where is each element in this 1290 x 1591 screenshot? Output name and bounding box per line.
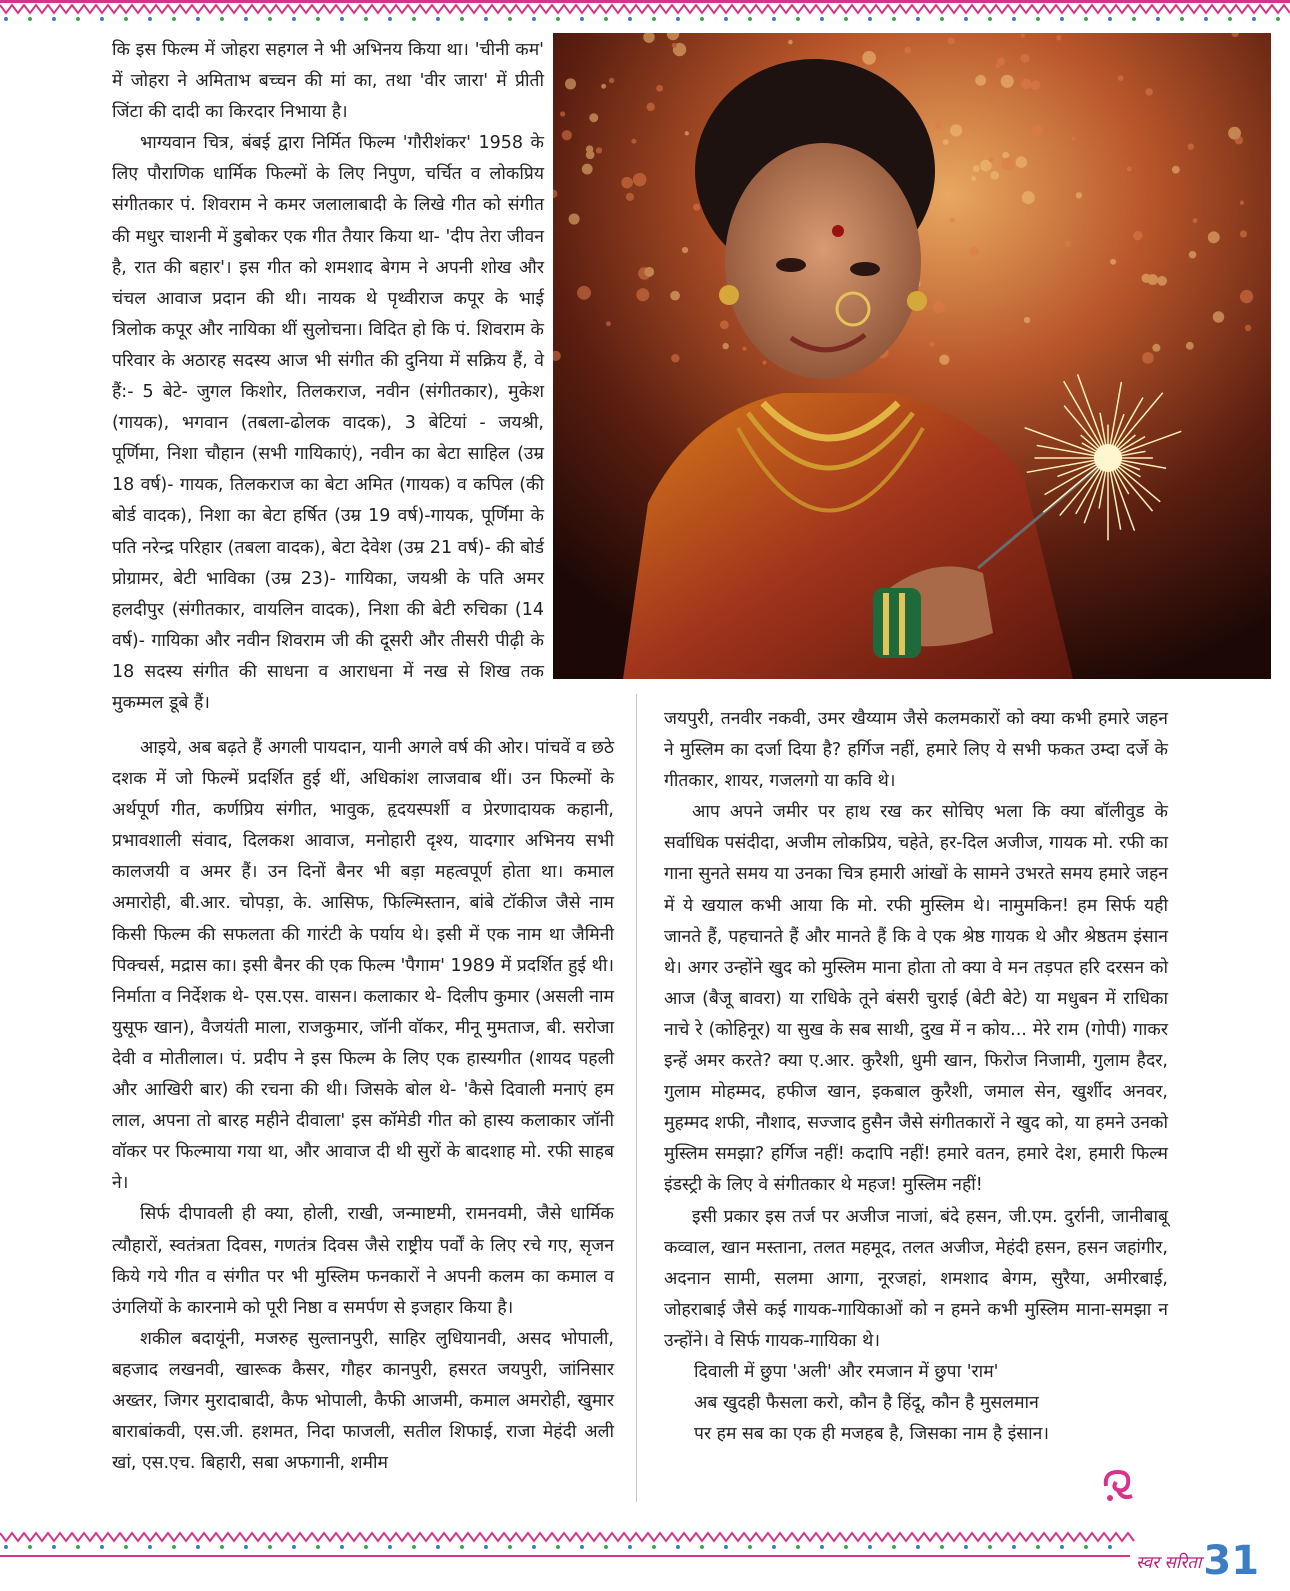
closing-verse [664,1357,1168,1450]
girl-with-sparkler-photo [553,33,1271,679]
footer-branding [1136,1537,1259,1585]
paragraph: जयपुरी, तनवीर नकवी, उमर खैय्याम जैसे कलमकारों को क्या कभी हमारे जहन ने मुस्लिम का दर्जा दिया है? हर्गिज नहीं, हमारे लिए ये सभी फकत उम्दा दर्जे के गीतकार, शायर, गजलगो या कवि थे। [664,709,1168,792]
paragraph: इसी प्रकार इस तर्ज पर अजीज नाजां, बंदे हसन, जी.एम. दुर्रानी, जानीबाबू कव्वाल, खान मस्ताना, तलत महमूद, तलत अजीज, मेहंदी हसन, हसन जहांगीर, अदनान सामी, सलमा आगा, नूरजहां, शमशाद बेगम, सुरैया, अमीरबाई, जोहराबाई जैसे कई गायक-गायिकाओं को न हमने कभी मुस्लिम माना-समझा न उन्होंने। वे सिर्फ गायक-गायिका थे। [664,1206,1168,1351]
left-column-upper [112,35,544,719]
paragraph: शकील बदायूंनी, मजरुह सुल्तानपुरी, साहिर लुधियानवी, असद भोपाली, बहजाद लखनवी, खारूक कैसर, गौहर कानपुरी, हसरत जयपुरी, जांनिसार अख्तर, जिगर मुरादाबादी, कैफ भोपाली, कैफी आजमी, कमाल अमरोही, खुमार बाराबांकवी, एस.जी. हशमत, निदा फाजली, सतील शिफाई, राजा मेहंदी अली खां, एस.एच. बिहारी, सबा अफगानी, शमीम [112,1328,614,1474]
paragraph: आप अपने जमीर पर हाथ रख कर सोचिए भला कि क्या बॉलीवुड के सर्वाधिक पसंदीदा, अजीम लोकप्रिय, चहेते, हर-दिल अजीज, गायक मो. रफी का गाना सुनते समय या उनका चित्र हमारी आंखों के सामने उभरते समय हमारे जहन में ये खयाल कभी आया कि मो. रफी मुस्लिम थे। नामुमकिन! हम सिर्फ यही जानते हैं, पहचानते हैं और मानते हैं कि वे एक श्रेष्ठ गायक थे और श्रेष्ठतम इंसान थे। अगर उन्होंने खुद को मुस्लिम माना होता तो क्या वे मन तड़पत हरि दरसन को आज (बैजू बावरा) या राधिके तूने बंसरी चुराई (बेटी बेटे) या मधुबन में राधिका नाचे रे (कोहिनूर) या सुख के सब साथी, दुख में न कोय... मेरे राम (गोपी) गाकर इन्हें अमर करते? क्या ए.आर. कुरैशी, धुमी खान, फिरोज निजामी, गुलाम हैदर, गुलाम मोहम्मद, हफीज खान, इकबाल कुरैशी, जमाल सेन, खुर्शीद अनवर, मुहम्मद शफी, नौशाद, सज्जाद हुसैन जैसे संगीतकारों ने खुद को, या हमने उनको मुस्लिम समझा? हर्गिज नहीं! कदापि नहीं! हमारे वतन, हमारे देश, हमारी फिल्म इंडस्ट्री के लिए वे संगीतकार थे महज! मुस्लिम नहीं! [664,802,1168,1196]
verse-line: दिवाली में छुपा 'अली' और रमजान में छुपा 'राम' [694,1361,999,1382]
paragraph: भाग्यवान चित्र, बंबई द्वारा निर्मित फिल्म 'गौरीशंकर' 1958 के लिए पौराणिक धार्मिक फिल्मों के लिए निपुण, चर्चित व लोकप्रिय संगीतकार पं. शिवराम ने कमर जलालाबादी के लिखे गीत को संगीत की मधुर चाशनी में डुबोकर एक गीत तैयार किया था- 'दीप तेरा जीवन है, रात की बहार'। इस गीत को शमशाद बेगम ने अपनी शोख और चंचल आवाज प्रदान की थी। नायक थे पृथ्वीराज कपूर के भाई त्रिलोक कपूर और नायिका थीं सुलोचना। विदित हो कि पं. शिवराम के परिवार के अठारह सदस्य आज भी संगीत की दुनिया में सक्रिय हैं, वे हैं:- 5 बेटे- जुगल किशोर, तिलकराज, नवीन (संगीतकार), मुकेश (गायक), भगवान (तबला-ढोलक वादक), 3 बेटियां - जयश्री, पूर्णिमा, निशा चौहान (सभी गायिकाएं), नवीन का बेटा साहिल (उम्र 18 वर्ष)- गायक, तिलकराज का बेटा अमित (गायक) व कपिल (की बोर्ड वादक), निशा का बेटा हर्षित (उम्र 19 वर्ष)-गायक, पूर्णिमा के पति नरेन्द्र परिहार (तबला वादक), बेटा देवेश (उम्र 21 वर्ष)- की बोर्ड प्रोग्रामर, बेटी भाविका (उम्र 23)- गायिका, जयश्री के पति अमर हलदीपुर (संगीतकार, वायलिन वादक), निशा की बेटी रुचिका (14 वर्ष)- गायिका और नवीन शिवराम जी की दूसरी और तीसरी पीढ़ी के 18 सदस्य संगीत की साधना व आराधना में नख से शिख तक मुकम्मल डूबे हैं। [112,133,544,713]
magazine-name: स्वर सरिता [1136,1552,1202,1573]
left-column-lower [112,733,614,1479]
paragraph: कि इस फिल्म में जोहरा सहगल ने भी अभिनय किया था। 'चीनी कम' में जोहरा ने अमिताभ बच्चन की मां का, तथा 'वीर जारा' में प्रीती जिंटा की दादी का किरदार निभाया है। [112,40,544,123]
column-divider [636,694,637,1502]
top-decorative-border [0,0,1290,22]
bottom-decorative-border [0,1530,1290,1558]
swar-sarita-logo-icon [1096,1462,1140,1506]
right-column [664,704,1168,1450]
page-number: 31 [1203,1538,1260,1584]
paragraph: आइये, अब बढ़ते हैं अगली पायदान, यानी अगले वर्ष की ओर। पांचवें व छठे दशक में जो फिल्में प्रदर्शित हुई थीं, अधिकांश लाजवाब थीं। उन फिल्मों के अर्थपूर्ण गीत, कर्णप्रिय संगीत, भावुक, हृदयस्पर्शी व प्रेरणादायक कहानी, प्रभावशाली संवाद, दिलकश आवाज, मनोहारी दृश्य, यादगार अभिनय सभी कालजयी व अमर हैं। उन दिनों बैनर भी बड़ा महत्वपूर्ण होता था। कमाल अमारोही, बी.आर. चोपड़ा, के. आसिफ, फिल्मिस्तान, बांबे टॉकीज जैसे नाम किसी फिल्म की सफलता की गारंटी के पर्याय थे। इसी में एक नाम था जैमिनी पिक्चर्स, मद्रास का। इसी बैनर की एक फिल्म 'पैगाम' 1989 में प्रदर्शित हुई थी। निर्माता व निर्देशक थे- एस.एस. वासन। कलाकार थे- दिलीप कुमार (असली नाम युसूफ खान), वैजयंती माला, राजकुमार, जॉनी वॉकर, मीनू मुमताज, बी. सरोजा देवी व मोतीलाल। पं. प्रदीप ने इस फिल्म के लिए एक हास्यगीत (शायद पहली और आखिरी बार) की रचना की थी। जिसके बोल थे- 'कैसे दिवाली मनाएं हम लाल, अपना तो बारह महीने दीवाला' इस कॉमेडी गीत को हास्य कलाकार जॉनी वॉकर पर फिल्माया गया था, और आवाज दी थी सुरों के बादशाह मो. रफी साहब ने। [112,738,614,1194]
verse-line: अब खुदही फैसला करो, कौन है हिंदू, कौन है मुसलमान [694,1393,1039,1414]
paragraph: सिर्फ दीपावली ही क्या, होली, राखी, जन्माष्टमी, रामनवमी, जैसे धार्मिक त्यौहारों, स्वतंत्रता दिवस, गणतंत्र दिवस जैसे राष्ट्रीय पर्वों के लिए रचे गए, सृजन किये गये गीत व संगीत पर भी मुस्लिम फनकारों ने अपनी कलम का कमाल व उंगलियों के कारनामे को पूरी निष्ठा व समर्पण से इजहार किया है। [112,1204,614,1318]
verse-line: पर हम सब का एक ही मजहब है, जिसका नाम है इंसान। [694,1424,1049,1445]
